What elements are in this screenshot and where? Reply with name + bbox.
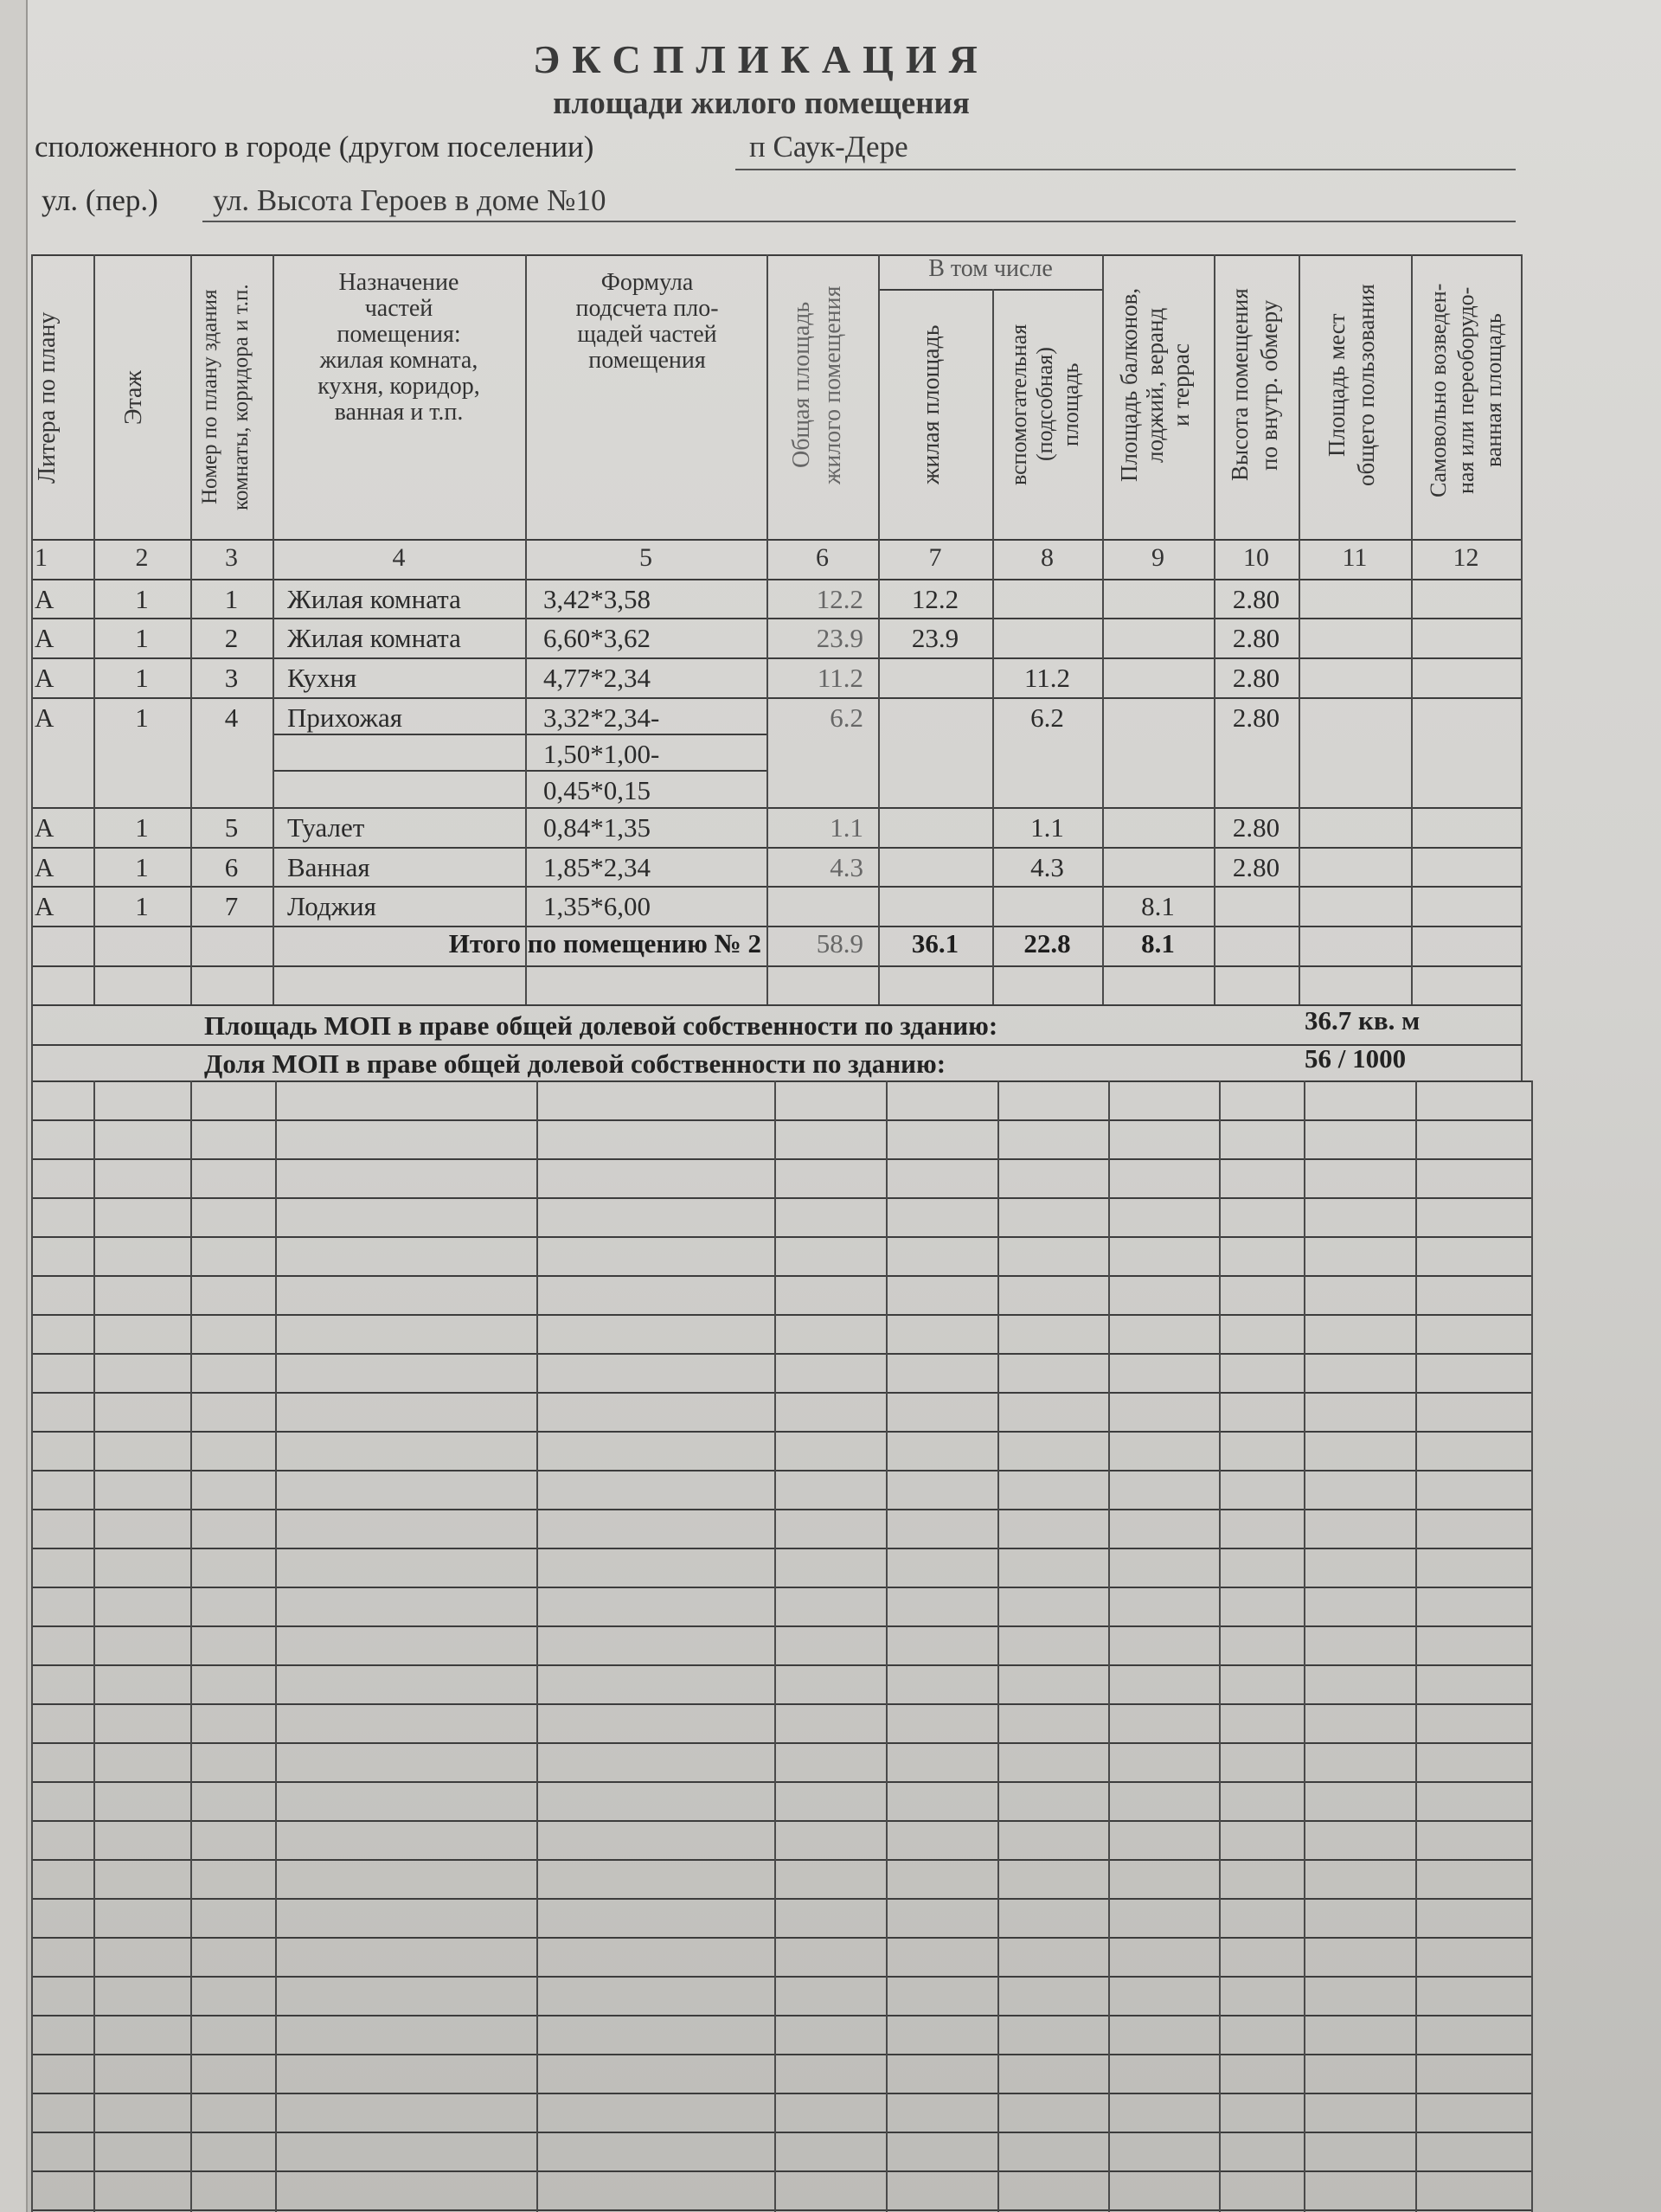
cell-litera: А — [35, 584, 55, 614]
cell-room-name: Жилая комната — [287, 584, 461, 614]
col-header-formula-line: Формула — [600, 269, 694, 296]
col-header-common-b: общего пользования — [1353, 284, 1379, 486]
col-header-formula-line: щадей частей — [577, 321, 717, 348]
cell-aux-area: 6.2 — [1030, 702, 1064, 733]
empty-grid-row-rule — [31, 1197, 1531, 1199]
cell-litera: А — [35, 891, 55, 921]
table-rule — [992, 289, 994, 1004]
empty-grid-row-rule — [31, 1509, 1531, 1510]
cell-aux-area: 1.1 — [1030, 812, 1064, 843]
empty-grid-row-rule — [31, 1353, 1531, 1355]
table-rule — [273, 770, 766, 772]
cell-height: 2.80 — [1232, 852, 1280, 882]
col-header-floor: Этаж — [120, 370, 147, 426]
col-header-balcony-c: и террас — [1168, 343, 1194, 426]
mop-share-label: Доля МОП в праве общей долевой собственности по зданию: — [204, 1048, 946, 1079]
cell-formula: 3,32*2,34- — [543, 702, 660, 733]
totals-total-area: 58.9 — [816, 928, 863, 959]
totals-balcony-area: 8.1 — [1141, 928, 1175, 959]
document-subtitle: площади жилого помещения — [553, 86, 970, 121]
cell-floor: 1 — [135, 852, 149, 882]
cell-room-number: 6 — [224, 852, 239, 882]
empty-grid-column-rule — [774, 1080, 776, 2212]
col-header-common-a: Площадь мест — [1324, 313, 1350, 457]
table-rule — [31, 847, 1521, 849]
col-header-unauth-a: Самовольно возведен- — [1426, 283, 1451, 497]
cell-living-area: 12.2 — [911, 584, 959, 614]
totals-living-area: 36.1 — [911, 928, 959, 959]
cell-total-area: 6.2 — [830, 702, 863, 733]
col-header-litera: Литера по плану — [34, 311, 61, 484]
cell-litera: А — [35, 702, 55, 733]
empty-grid-column-rule — [275, 1080, 277, 2212]
location-label: сположенного в городе (другом поселении) — [35, 130, 594, 163]
totals-aux-area: 22.8 — [1023, 928, 1071, 959]
empty-grid-column-rule — [93, 1080, 95, 2212]
table-rule — [31, 1004, 33, 1080]
column-number: 11 — [1342, 543, 1368, 572]
cell-room-name: Лоджия — [287, 891, 376, 921]
cell-room-number: 3 — [224, 663, 239, 693]
empty-grid-column-rule — [997, 1080, 999, 2212]
col-header-formula-line: подсчета пло- — [575, 295, 719, 322]
cell-floor: 1 — [135, 812, 149, 843]
empty-grid-column-rule — [1415, 1080, 1417, 2212]
empty-grid-row-rule — [31, 1236, 1531, 1238]
empty-grid-column-rule — [1304, 1080, 1305, 2212]
col-header-unauth-c: ванная площадь — [1481, 313, 1506, 467]
table-rule — [1411, 254, 1413, 1004]
empty-grid-row-rule — [31, 1625, 1531, 1627]
table-rule — [31, 1004, 1521, 1006]
empty-grid-row-rule — [31, 1976, 1531, 1978]
cell-floor: 1 — [135, 663, 149, 693]
group-header-rule — [878, 289, 1102, 291]
empty-grid-row-rule — [31, 1820, 1531, 1822]
col-header-height-a: Высота помещения — [1227, 288, 1253, 482]
cell-room-number: 7 — [224, 891, 239, 921]
column-number: 8 — [1041, 543, 1054, 572]
empty-grid-row-rule — [31, 1859, 1531, 1861]
empty-grid-row-rule — [31, 1937, 1531, 1939]
col-header-formula-line: помещения — [588, 347, 706, 374]
cell-room-name: Кухня — [287, 663, 357, 693]
cell-room-number: 5 — [224, 812, 239, 843]
col-header-number-b: комнаты, коридора и т.п. — [229, 284, 253, 510]
column-number: 12 — [1453, 543, 1479, 572]
empty-grid-row-rule — [31, 1742, 1531, 1744]
empty-grid-row-rule — [31, 1781, 1531, 1783]
empty-grid-column-rule — [536, 1080, 538, 2212]
cell-formula: 6,60*3,62 — [543, 623, 651, 653]
col-header-number-a: Номер по плану здания — [198, 289, 221, 505]
empty-grid-column-rule — [1108, 1080, 1110, 2212]
col-header-aux-c: площадь — [1058, 362, 1083, 446]
cell-total-area: 4.3 — [830, 852, 863, 882]
cell-formula: 0,84*1,35 — [543, 812, 651, 843]
empty-grid-row-rule — [31, 2015, 1531, 2016]
table-rule — [31, 697, 1521, 699]
empty-grid-row-rule — [31, 2209, 1531, 2211]
table-rule — [31, 657, 1521, 659]
location-underline — [735, 169, 1516, 170]
empty-grid-row-rule — [31, 2093, 1531, 2094]
cell-living-area: 23.9 — [911, 623, 959, 653]
col-header-total-b: жилого помещения — [819, 285, 846, 484]
empty-grid-row-rule — [31, 1431, 1531, 1433]
table-rule — [31, 1044, 1521, 1046]
col-header-balcony-a: Площадь балконов, — [1116, 287, 1142, 483]
cell-formula: 1,85*2,34 — [543, 852, 651, 882]
cell-formula: 1,50*1,00- — [543, 739, 660, 769]
mop-area-value: 36.7 кв. м — [1305, 1005, 1421, 1035]
table-rule — [1299, 254, 1300, 1004]
mop-area-label: Площадь МОП в праве общей долевой собственности по зданию: — [204, 1010, 998, 1041]
cell-formula: 4,77*2,34 — [543, 663, 651, 693]
column-number: 10 — [1243, 543, 1269, 572]
cell-room-number: 1 — [224, 584, 239, 614]
empty-grid-row-rule — [31, 1898, 1531, 1900]
col-header-aux-a: вспомогательная — [1006, 324, 1031, 485]
table-rule — [31, 807, 1521, 809]
col-header-group-including: В том числе — [928, 255, 1053, 282]
empty-grid-column-rule — [886, 1080, 888, 2212]
empty-grid-row-rule — [31, 1119, 1531, 1121]
page-binding-edge — [0, 0, 28, 2212]
cell-formula: 3,42*3,58 — [543, 584, 651, 614]
table-rule — [31, 579, 1521, 580]
cell-height: 2.80 — [1232, 812, 1280, 843]
cell-room-name: Прихожая — [287, 702, 402, 733]
empty-grid-row-rule — [31, 1314, 1531, 1316]
cell-formula: 0,45*0,15 — [543, 775, 651, 805]
cell-room-name: Жилая комната — [287, 623, 461, 653]
table-rule — [31, 926, 1521, 927]
empty-grid-row-rule — [31, 1587, 1531, 1588]
table-rule — [31, 254, 33, 1004]
table-rule — [31, 1080, 1531, 1082]
col-header-total-a: Общая площадь — [788, 301, 815, 469]
empty-grid-row-rule — [31, 1392, 1531, 1394]
location-value: п Саук-Дере — [749, 130, 908, 163]
cell-room-name: Туалет — [287, 812, 365, 843]
col-header-purpose-line: частей — [364, 295, 433, 322]
empty-grid-row-rule — [31, 2132, 1531, 2133]
cell-height: 2.80 — [1232, 623, 1280, 653]
column-number: 1 — [35, 543, 48, 572]
col-header-purpose — [275, 270, 523, 426]
cell-formula: 1,35*6,00 — [543, 891, 651, 921]
cell-room-number: 4 — [224, 702, 239, 733]
table-rule — [1521, 254, 1523, 1004]
col-header-living: жилая площадь — [918, 324, 945, 484]
col-header-balcony-b: лоджий, веранд — [1142, 307, 1168, 463]
cell-room-number: 2 — [224, 623, 239, 653]
cell-height: 2.80 — [1232, 584, 1280, 614]
empty-grid-row-rule — [31, 1158, 1531, 1160]
column-number: 7 — [928, 543, 942, 572]
column-number: 4 — [392, 543, 406, 572]
col-header-height-b: по внутр. обмеру — [1256, 299, 1282, 471]
mop-share-value: 56 / 1000 — [1305, 1043, 1407, 1074]
empty-grid-row-rule — [31, 2170, 1531, 2172]
cell-balcony-area: 8.1 — [1141, 891, 1175, 921]
column-number: 3 — [225, 543, 238, 572]
cell-total-area: 23.9 — [816, 623, 863, 653]
col-header-unauth-b: ная или переоборудо- — [1453, 286, 1478, 494]
col-header-aux-b: (подсобная) — [1032, 347, 1057, 462]
empty-grid-row-rule — [31, 1275, 1531, 1277]
cell-litera: А — [35, 812, 55, 843]
cell-litera: А — [35, 663, 55, 693]
cell-aux-area: 11.2 — [1023, 663, 1071, 693]
table-top-rule — [31, 254, 1521, 256]
column-number: 5 — [639, 543, 652, 572]
column-number: 9 — [1151, 543, 1164, 572]
cell-total-area: 1.1 — [830, 812, 863, 843]
cell-height: 2.80 — [1232, 663, 1280, 693]
empty-grid-column-rule — [1531, 1080, 1533, 2212]
empty-grid-row-rule — [31, 1664, 1531, 1666]
table-rule — [273, 254, 274, 1004]
street-value: ул. Высота Героев в доме №10 — [213, 183, 606, 217]
empty-grid-row-rule — [31, 1470, 1531, 1471]
table-rule — [31, 886, 1521, 888]
cell-litera: А — [35, 852, 55, 882]
empty-grid-row-rule — [31, 2054, 1531, 2055]
document-title: ЭКСПЛИКАЦИЯ — [533, 37, 990, 81]
col-header-purpose-line: Назначение — [338, 269, 459, 296]
cell-floor: 1 — [135, 623, 149, 653]
column-number: 6 — [816, 543, 829, 572]
column-number: 2 — [135, 543, 149, 572]
cell-floor: 1 — [135, 702, 149, 733]
table-rule — [31, 539, 1521, 541]
empty-grid-row-rule — [31, 1548, 1531, 1549]
col-header-formula — [528, 270, 766, 374]
totals-label: Итого по помещению № 2 — [448, 928, 761, 959]
cell-floor: 1 — [135, 584, 149, 614]
col-header-purpose-line: жилая комната, — [319, 347, 478, 374]
cell-total-area: 11.2 — [817, 663, 863, 693]
table-rule — [31, 618, 1521, 619]
empty-grid-column-rule — [1219, 1080, 1221, 2212]
col-header-purpose-line: ванная и т.п. — [334, 399, 464, 426]
table-rule — [31, 965, 1521, 967]
cell-litera: А — [35, 623, 55, 653]
empty-grid-column-rule — [190, 1080, 192, 2212]
street-underline — [202, 221, 1516, 222]
street-label: ул. (пер.) — [42, 183, 158, 217]
table-rule — [273, 734, 766, 735]
cell-room-name: Ванная — [287, 852, 370, 882]
cell-total-area: 12.2 — [816, 584, 863, 614]
empty-grid-row-rule — [31, 1703, 1531, 1705]
cell-height: 2.80 — [1232, 702, 1280, 733]
col-header-purpose-line: помещения: — [337, 321, 461, 348]
cell-floor: 1 — [135, 891, 149, 921]
table-rule — [1521, 1004, 1523, 1080]
empty-grid-column-rule — [31, 1080, 33, 2212]
cell-aux-area: 4.3 — [1030, 852, 1064, 882]
col-header-purpose-line: кухня, коридор, — [317, 373, 480, 400]
table-rule — [525, 254, 527, 1004]
